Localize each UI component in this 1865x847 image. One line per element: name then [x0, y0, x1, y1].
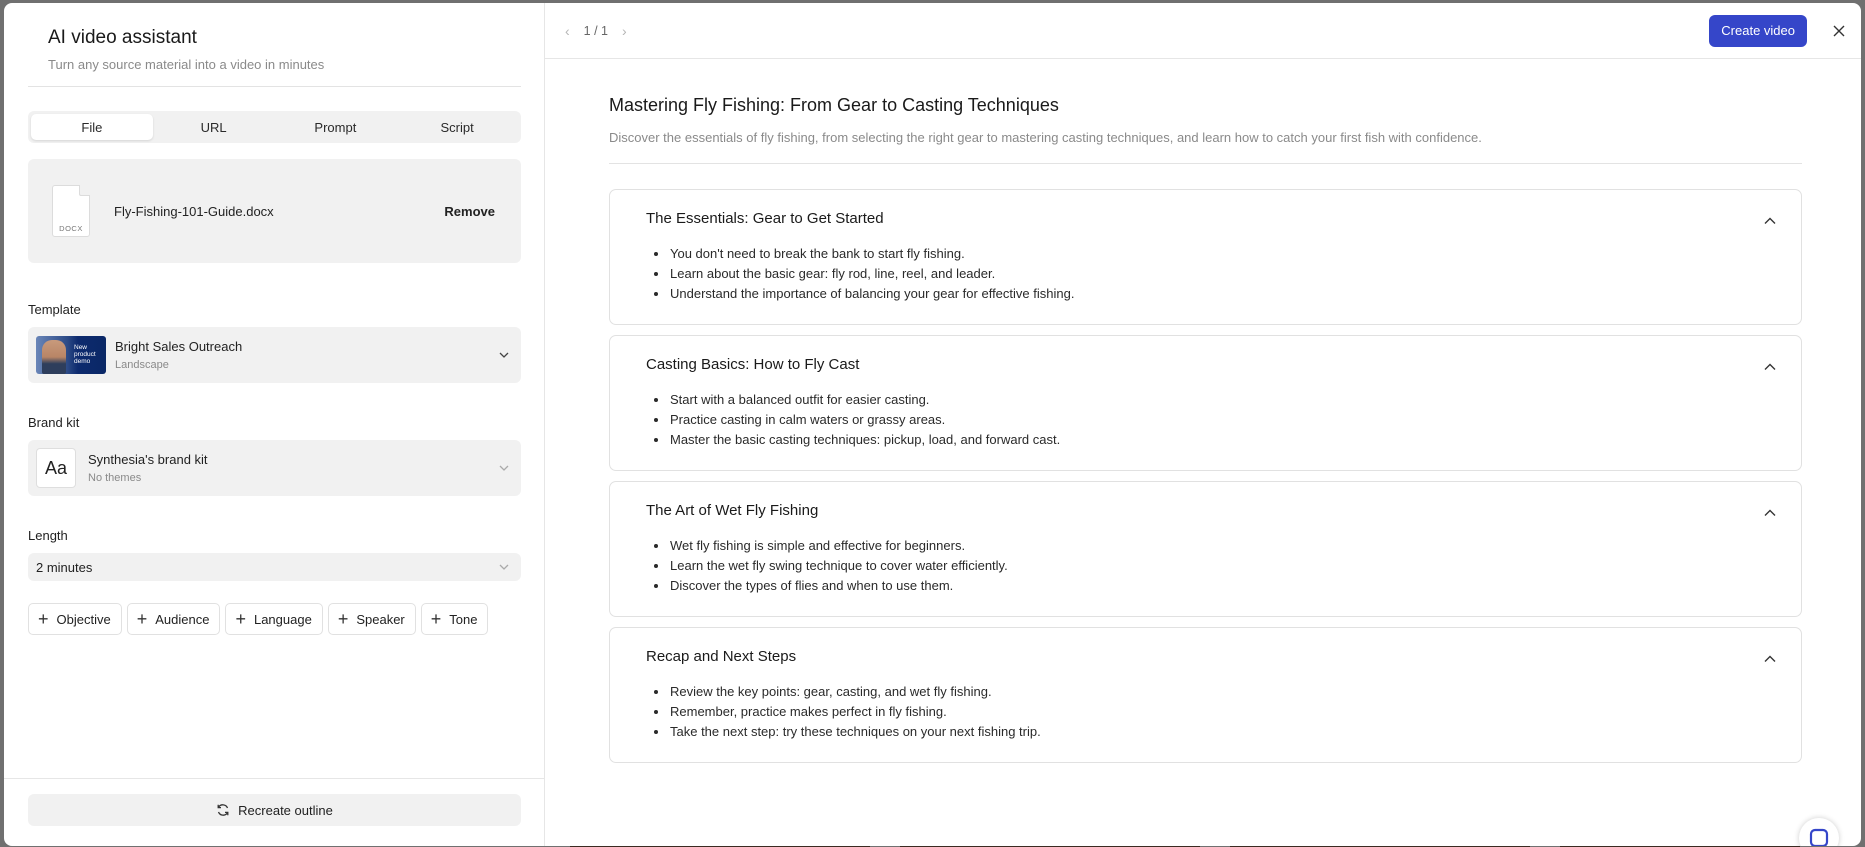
outline-toolbar	[545, 3, 1861, 59]
outline-title: Mastering Fly Fishing: From Gear to Casting Techniques	[609, 95, 1059, 115]
chat-icon	[1809, 828, 1829, 846]
plus-icon: +	[235, 609, 246, 629]
template-thumbnail-text: New product demo	[74, 344, 96, 365]
brand-kit-name: Synthesia's brand kit	[88, 452, 208, 467]
option-chips	[28, 603, 521, 635]
file-type-label: DOCX	[59, 224, 83, 233]
chevron-up-icon[interactable]	[1763, 506, 1777, 520]
section-bullet: You don't need to break the bank to start fly fishing.	[646, 244, 1775, 264]
section-bullet: Practice casting in calm waters or grassy areas.	[646, 410, 1775, 430]
assistant-header	[28, 3, 521, 87]
template-select[interactable]	[28, 327, 521, 383]
brand-kit-select[interactable]	[28, 440, 521, 496]
outline-content	[545, 59, 1861, 763]
length-value: 2 minutes	[36, 559, 93, 575]
ai-video-assistant-modal	[4, 3, 1861, 846]
refresh-icon	[216, 803, 230, 817]
outline-section	[609, 481, 1802, 617]
chevron-left-icon[interactable]: ‹	[565, 22, 570, 39]
template-orientation: Landscape	[115, 359, 169, 371]
brand-kit-icon: Aa	[36, 448, 76, 488]
chevron-down-icon	[499, 562, 509, 572]
support-chat-button[interactable]	[1799, 818, 1839, 846]
section-bullet: Take the next step: try these techniques on your next fishing trip.	[646, 722, 1775, 742]
plus-icon: +	[136, 609, 148, 629]
chevron-up-icon[interactable]	[1763, 214, 1777, 228]
chip-label: Audience	[155, 611, 210, 627]
section-bullet: Remember, practice makes perfect in fly fishing.	[646, 702, 1775, 722]
tab-prompt[interactable]: Prompt	[314, 119, 357, 135]
remove-file-button[interactable]: Remove	[444, 203, 495, 219]
assistant-title: AI video assistant	[48, 27, 197, 48]
chip-label: Objective	[56, 611, 111, 627]
outline-description: Discover the essentials of fly fishing, from selecting the right gear to mastering casting techniques, and learn how to catch your first fish with confidence.	[609, 130, 1802, 164]
section-bullet: Master the basic casting techniques: pickup, load, and forward cast.	[646, 430, 1775, 450]
left-footer	[4, 778, 544, 846]
add-audience-button[interactable]	[127, 603, 221, 635]
section-bullet: Review the key points: gear, casting, and wet fly fishing.	[646, 682, 1775, 702]
close-icon[interactable]	[1829, 21, 1849, 41]
recreate-outline-button[interactable]	[28, 794, 521, 826]
chip-label: Tone	[449, 611, 478, 627]
section-bullet: Wet fly fishing is simple and effective for beginners.	[646, 536, 1775, 556]
section-title: The Essentials: Gear to Get Started	[646, 210, 884, 227]
chip-label: Speaker	[356, 611, 405, 627]
plus-icon: +	[337, 609, 349, 629]
create-video-button[interactable]: Create video	[1709, 15, 1807, 47]
tab-url[interactable]: URL	[200, 119, 227, 135]
plus-icon: +	[38, 609, 49, 629]
section-bullet: Start with a balanced outfit for easier casting.	[646, 390, 1775, 410]
docx-file-icon	[52, 185, 90, 237]
assistant-subtitle: Turn any source material into a video in minutes	[48, 57, 325, 72]
chevron-up-icon[interactable]	[1763, 360, 1777, 374]
outline-section	[609, 189, 1802, 325]
page-indicator: 1 / 1	[583, 23, 608, 38]
section-bullet: Learn about the basic gear: fly rod, line, reel, and leader.	[646, 264, 1775, 284]
chevron-down-icon	[499, 463, 509, 473]
section-bullet: Understand the importance of balancing your gear for effective fishing.	[646, 284, 1775, 304]
section-bullet: Learn the wet fly swing technique to cover water efficiently.	[646, 556, 1775, 576]
brand-kit-themes: No themes	[88, 472, 142, 484]
section-title: Casting Basics: How to Fly Cast	[646, 356, 860, 373]
section-title: The Art of Wet Fly Fishing	[646, 502, 819, 519]
length-label: Length	[28, 528, 68, 543]
uploaded-file-card	[28, 159, 521, 263]
chevron-right-icon[interactable]: ›	[622, 22, 627, 39]
section-title: Recap and Next Steps	[646, 648, 797, 665]
plus-icon: +	[430, 609, 442, 629]
template-label: Template	[28, 302, 81, 317]
chevron-down-icon	[499, 350, 509, 360]
section-bullet: Discover the types of flies and when to use them.	[646, 576, 1775, 596]
template-thumbnail	[36, 336, 106, 374]
add-language-button[interactable]	[225, 603, 322, 635]
chip-label: Language	[253, 611, 312, 627]
add-tone-button[interactable]	[421, 603, 489, 635]
right-panel	[545, 3, 1861, 846]
outline-section	[609, 627, 1802, 763]
length-select[interactable]	[28, 553, 521, 581]
outline-section	[609, 335, 1802, 471]
left-panel	[4, 3, 545, 846]
template-name: Bright Sales Outreach	[115, 339, 243, 354]
tab-script[interactable]: Script	[440, 119, 474, 135]
brand-kit-label: Brand kit	[28, 415, 80, 430]
file-name: Fly-Fishing-101-Guide.docx	[114, 203, 274, 219]
source-tabs	[28, 111, 521, 143]
add-speaker-button[interactable]	[328, 603, 416, 635]
recreate-outline-label: Recreate outline	[238, 802, 333, 818]
add-objective-button[interactable]	[28, 603, 122, 635]
tab-file[interactable]: File	[31, 114, 153, 140]
pager	[565, 23, 627, 39]
chevron-up-icon[interactable]	[1763, 652, 1777, 666]
